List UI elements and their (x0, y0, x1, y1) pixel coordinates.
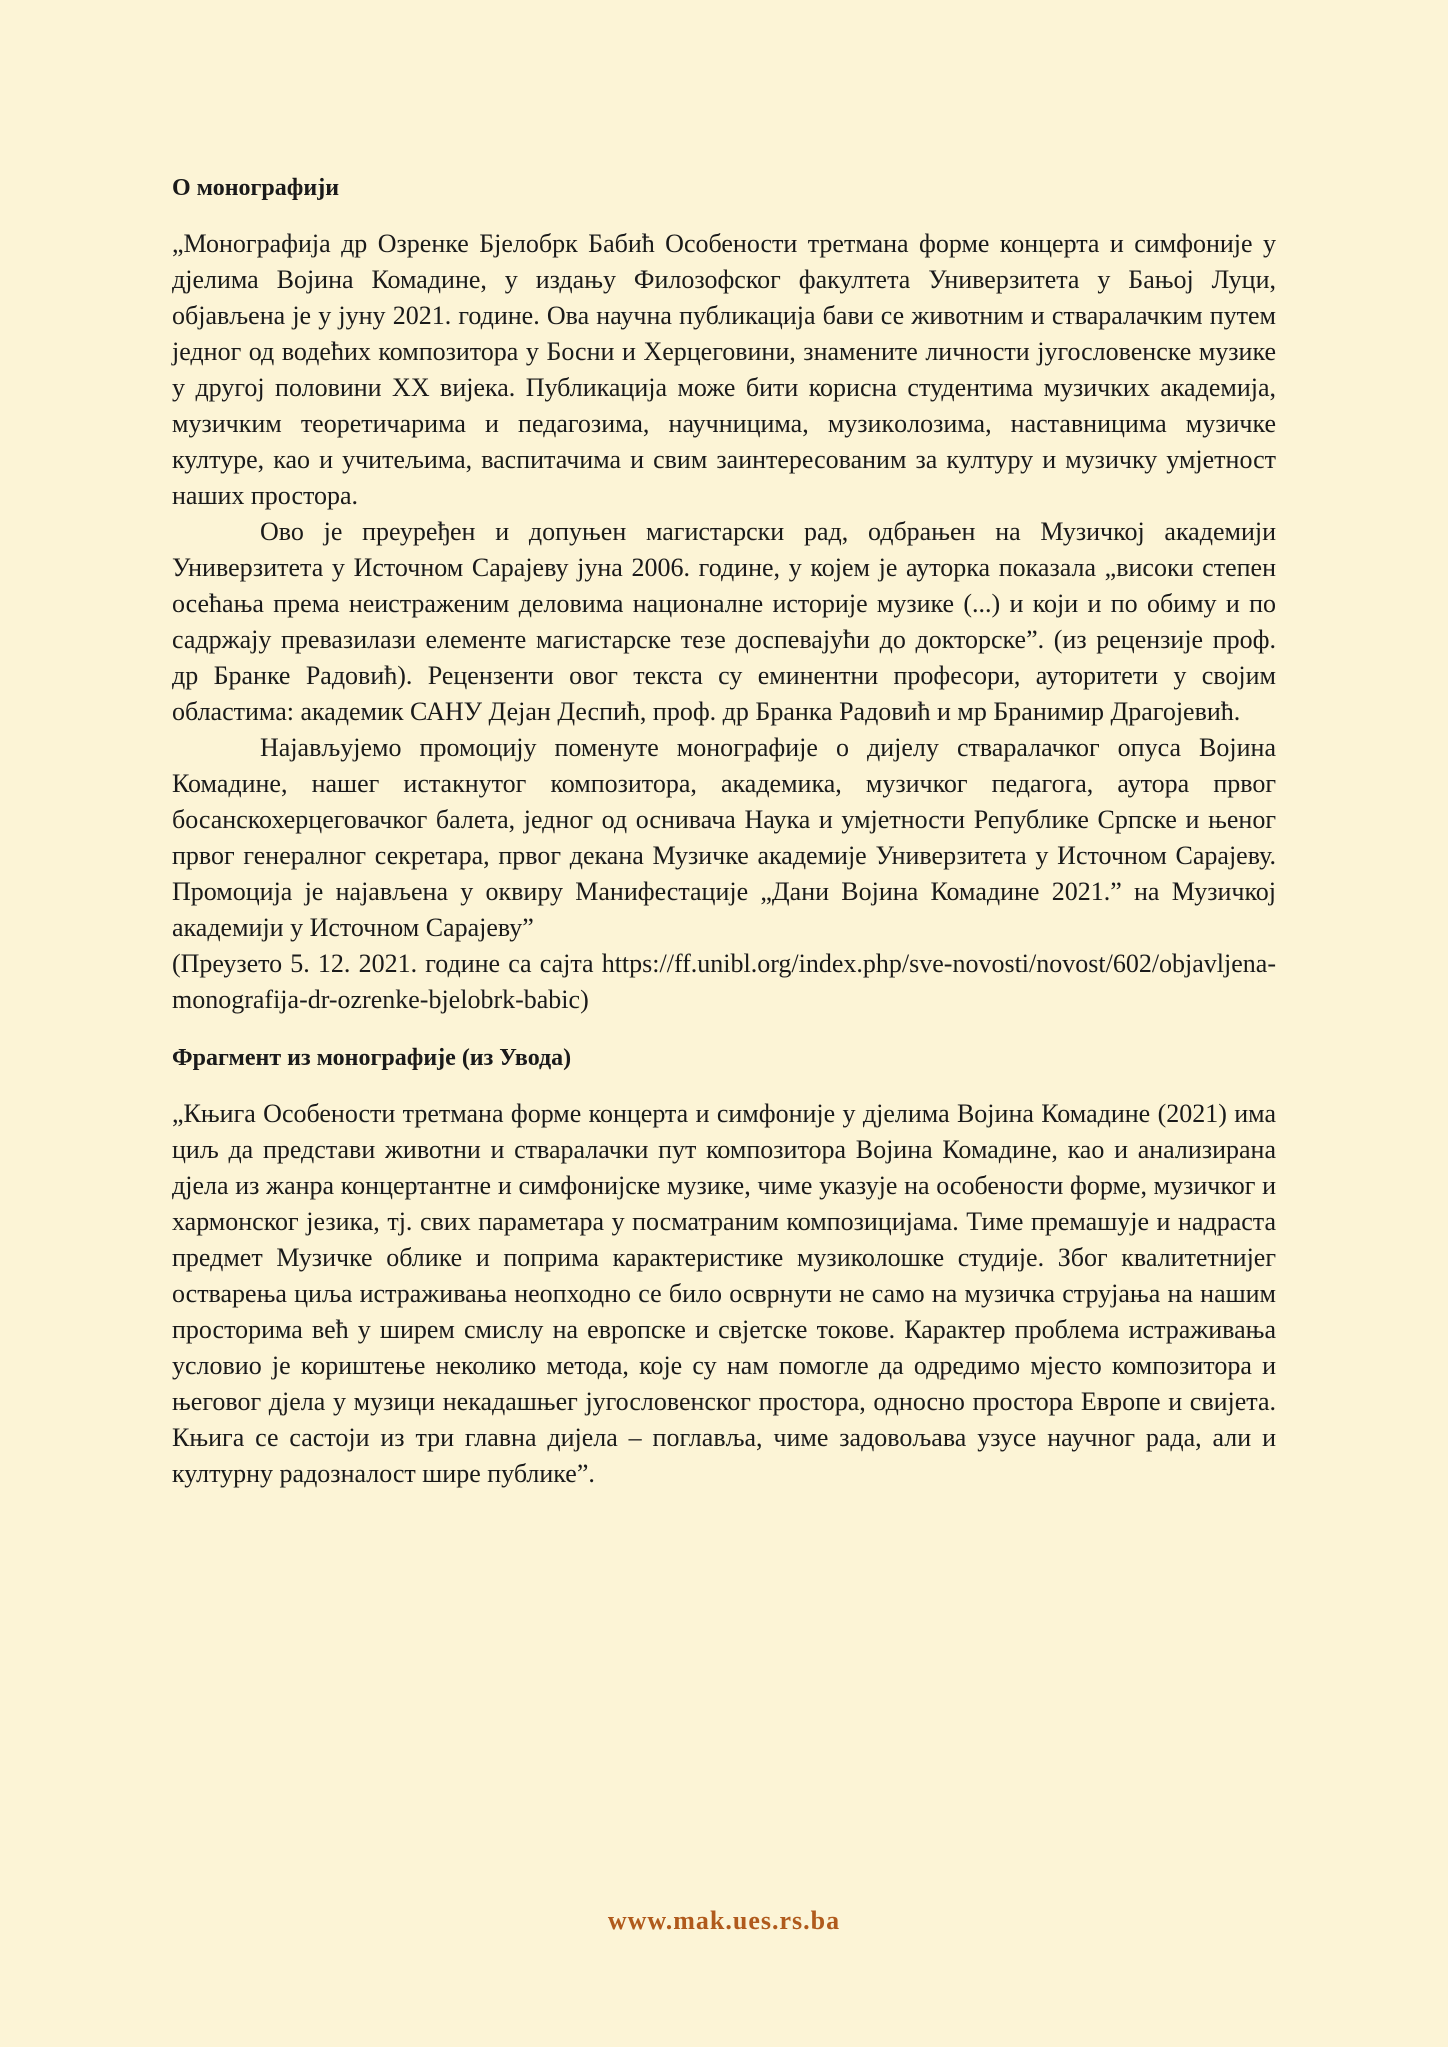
paragraph: „Књига Особености третмана форме концерта и симфоније у дјелима Војина Комадине (2021) има циљ да представи животни и стваралачки пут композитора Војина Комадине, као и анализирана дјела из жанра концертантне и симфонијске музике, чиме указује на особености форме, музичког и хармонског језика, тј. свих параметара у посматраним композицијама. Тиме премашује и надраста предмет Музичке облике и поприма карактеристике музиколошке студије. Због квалитетнијег остварења циља истраживања неопходно се било осврнути не само на музичка струјања на нашим просторима већ у ширем смислу на европске и свјетске токове. Карактер проблема истраживања условио је кориштење неколико метода, које су нам помогле да одредимо мјесто композитора и његовог дјела у музици некадашњег југословенског простора, односно простора Европе и свијета. Књига се састоји из три главна дијела – поглавља, чиме задовољава узусе научног рада, али и културну радозналост шире публике”. (172, 1099, 1276, 1488)
source-note: (Преузето 5. 12. 2021. године са сајта https://ff.unibl.org/index.php/sve-novosti/novost/602/objavljena-monografija-dr-ozrenke-bjelobrk-babic) (172, 949, 1276, 1014)
document-body (172, 168, 1276, 1492)
section-heading-about: О монографији (172, 175, 340, 201)
paragraph: Најављујемо промоцију поменуте монографије о дијелу стваралачког опуса Војина Комадине, нашег истакнутог композитора, академика, музичког педагога, аутора првог босанскохерцеговачког балета, једног од оснивача Наука и умјетности Републике Српске и њеног првог генералног секретара, првог декана Музичке академије Универзитета у Источном Сарајеву. Промоција је најављена у оквиру Манифестације „Дани Војина Комадине 2021.” на Музичкој академији у Источном Сарајеву” (172, 733, 1276, 942)
section-heading-fragment: Фрагмент из монографије (из Увода) (172, 1045, 572, 1071)
paragraph: „Монографија др Озренке Бјелобрк Бабић Особености третмана форме концерта и симфоније у дјелима Војина Комадине, у издању Филозофског факултета Универзитета у Бањој Луци, објављена је у јуну 2021. године. Ова научна публикација бави се животним и стваралачким путем једног од водећих композитора у Босни и Херцеговини, знамените личности југословенске музике у другој половини XX вијека. Публикација може бити корисна студентима музичких академија, музичким теоретичарима и педагозима, научницима, музикoлозима, наставницима музичке културе, као и учитељима, васпитачима и свим заинтересованим за културу и музичку умјетност наших простора. (172, 229, 1276, 510)
footer-url: www.mak.ues.rs.ba (607, 1906, 841, 1935)
paragraph: Ово је преуређен и допуњен магистарски рад, одбрањен на Музичкој академији Универзитета у Источном Сарајеву јуна 2006. године, у којем је ауторка показала „високи степен осећања према неистраженим деловима националне историје музике (...) и који и по обиму и по садржају превазилази елементе магистарске тезе доспевајући до докторске”. (из рецензије проф. др Бранке Радовић). Рецензенти овог текста су еминентни професори, ауторитети у својим областима: академик САНУ Дејан Деспић, проф. др Бранка Радовић и мр Бранимир Драгојевић. (172, 517, 1276, 726)
